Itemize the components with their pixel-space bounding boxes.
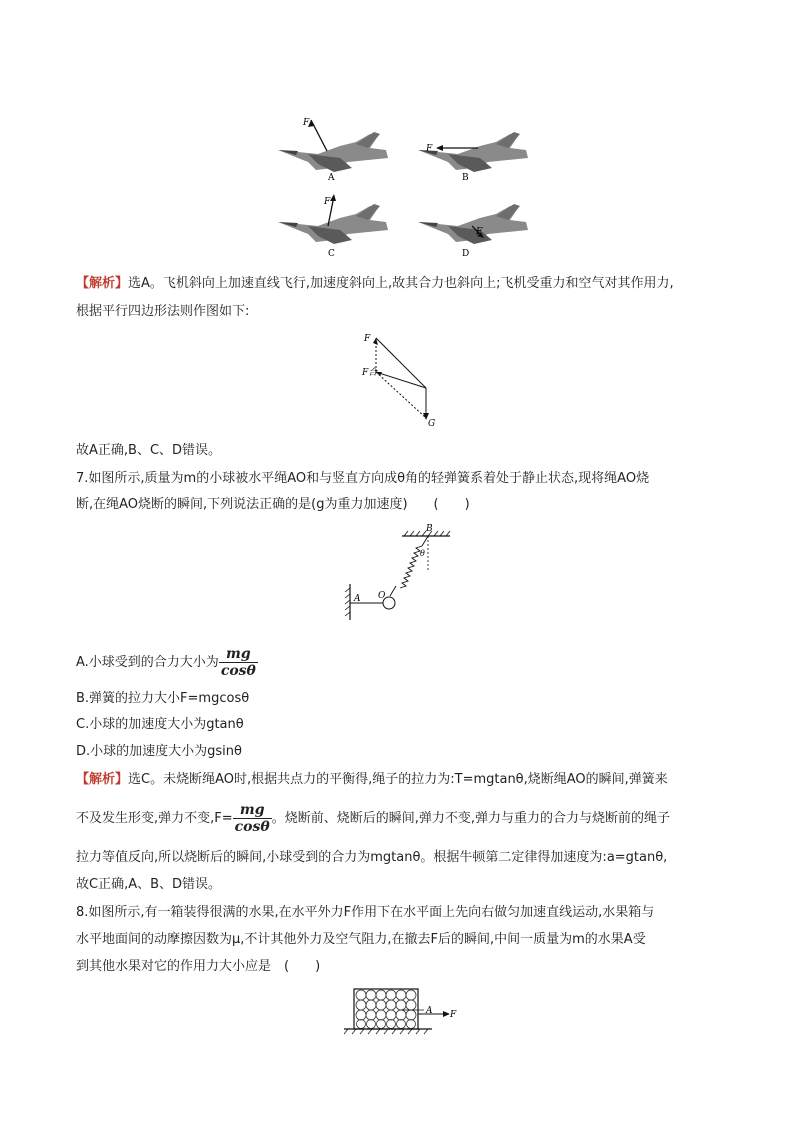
fruit-box-diagram	[340, 986, 470, 1036]
q7-analysis-line3: 拉力等值反向,所以烧断后的瞬间,小球受到的合力为mgtanθ。根据牛顿第二定律得加速度为:a=gtanθ,	[76, 850, 668, 865]
q8-stem-line2: 水平地面间的动摩擦因数为μ,不计其他外力及空气阻力,在撤去F后的瞬间,中间一质量为m的水果A受	[76, 932, 646, 947]
diagram-label-f: F	[364, 334, 371, 344]
label-a: A	[354, 594, 361, 604]
q8-stem-line3: 到其他水果对它的作用力大小应是 ( )	[76, 959, 321, 974]
q8-stem-line1: 8.如图所示,有一箱装得很满的水果,在水平外力F作用下在水平面上先向右做匀加速直线运动,水果箱与	[76, 905, 655, 920]
label-fruit-a: A	[426, 1006, 433, 1016]
jet-d	[418, 204, 528, 259]
jet-label-c: C	[328, 249, 335, 259]
analysis-tag: 【解析】	[76, 772, 129, 787]
diagram-label-f-he: F合	[362, 368, 378, 378]
q7-option-c: C.小球的加速度大小为gtanθ	[76, 717, 244, 732]
force-label-c: F	[324, 197, 331, 207]
jet-c	[278, 194, 388, 259]
q7-analysis-line4: 故C正确,A、B、D错误。	[76, 877, 222, 892]
jet-a	[278, 118, 388, 183]
jet-label-a: A	[328, 173, 335, 183]
jet-b	[418, 132, 528, 183]
force-label-b: F	[426, 144, 433, 154]
spring-ball-diagram	[342, 522, 458, 622]
q7-analysis-line1: 【解析】选C。未烧断绳AO时,根据共点力的平衡得,绳子的拉力为:T=mgtanθ,烧断绳AO的瞬间,弹簧来	[76, 772, 668, 787]
q7-option-a: A.小球受到的合力大小为 $\frac{mg}{\cos\theta}$	[76, 646, 256, 679]
force-parallelogram-diagram	[358, 328, 448, 432]
jet-label-d: D	[462, 249, 470, 259]
label-force-f: F	[450, 1010, 457, 1020]
q7-stem-line2: 断,在绳AO烧断的瞬间,下列说法正确的是(g为重力加速度) ( )	[76, 497, 470, 512]
jet-figure-grid	[270, 108, 540, 268]
q6-analysis-line1: 【解析】选A。飞机斜向上加速直线飞行,加速度斜向上,故其合力也斜向上;飞机受重力和空气对其作用力,	[76, 276, 674, 291]
q7-option-d: D.小球的加速度大小为gsinθ	[76, 744, 242, 759]
q6-analysis-line2: 根据平行四边形法则作图如下:	[76, 304, 250, 319]
q7-analysis-line2: 不及发生形变,弹力不变,F= $\frac{mg}{\cos\theta}$ 。烧断前、烧断后的瞬间,弹力不变,弹力与重力的合力与烧断前的绳子	[76, 802, 670, 835]
force-label-d: F	[476, 227, 483, 237]
label-b: B	[426, 524, 433, 534]
q7-option-b: B.弹簧的拉力大小F=mgcosθ	[76, 691, 250, 706]
q6-conclusion: 故A正确,B、C、D错误。	[76, 443, 222, 458]
label-o: O	[378, 591, 386, 601]
diagram-label-g: G	[428, 419, 436, 429]
fraction-mg-cos: $\frac{mg}{\cos\theta}$	[234, 802, 270, 835]
analysis-tag: 【解析】	[76, 276, 129, 291]
fraction-mg-cos: $\frac{mg}{\cos\theta}$	[220, 646, 256, 679]
jet-label-b: B	[462, 173, 469, 183]
label-theta: θ	[420, 549, 425, 558]
q7-stem-line1: 7.如图所示,质量为m的小球被水平绳AO和与竖直方向成θ角的轻弹簧系着处于静止状态,现将绳AO烧	[76, 471, 650, 486]
force-label-a: F	[303, 118, 310, 128]
